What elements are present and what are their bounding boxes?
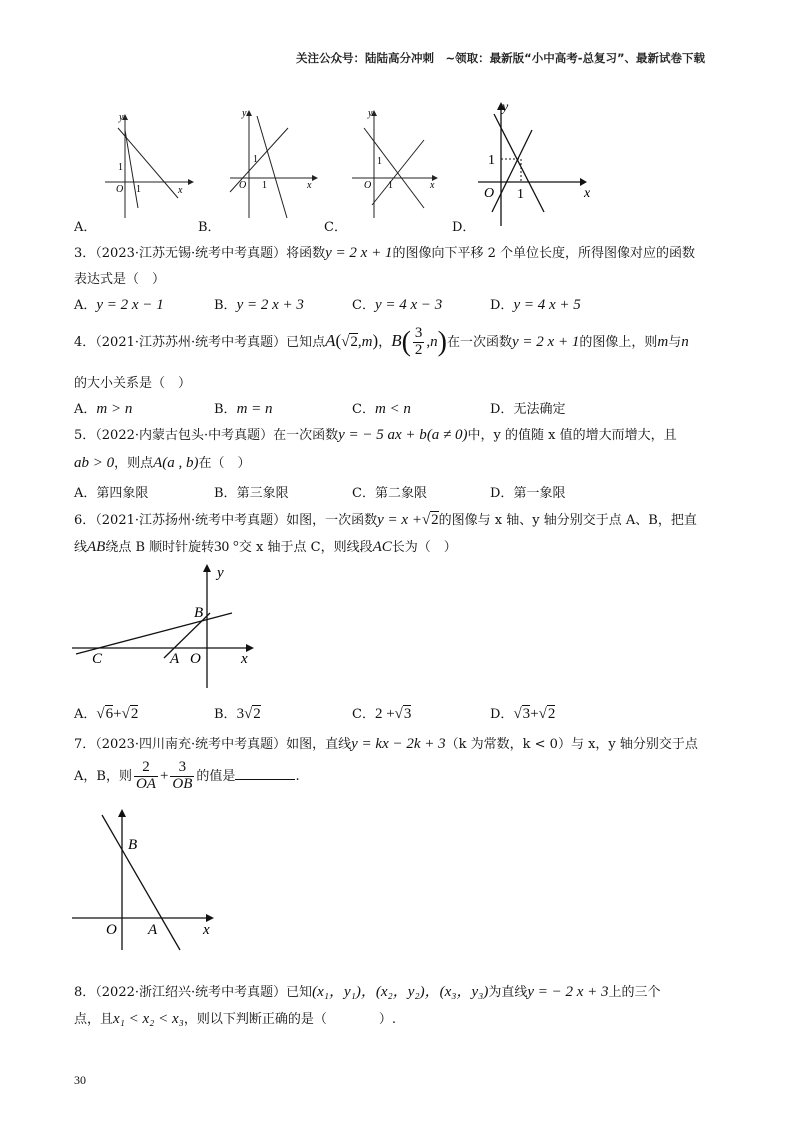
q4-stem: 4．（2021·江苏苏州·统考中考真题）已知点A(√2,m)，B( $\frac{3}{2}$ ,n)在一次函数y = 2 x + 1的图像上，则m与n: [74, 325, 689, 358]
graph-b-x-label: x: [307, 180, 312, 191]
q6-stem: 6．（2021·江苏扬州·统考中考真题）如图，一次函数y = x +√2的图像与 x 轴、y 轴分别交于点 A、B，把直: [74, 512, 697, 528]
q2-graphs: [70, 100, 750, 235]
q7-answer-blank[interactable]: [235, 767, 295, 780]
q7-graph-a-label: A: [148, 922, 158, 938]
q7-graph-x-label: x: [203, 922, 210, 938]
q3-stem: 3．（2023·江苏无锡·统考中考真题）将函数y = 2 x + 1的图像向下平移 2 个单位长度，所得图像对应的函数: [74, 245, 695, 261]
q7-graph-origin: O: [106, 922, 117, 938]
page-number: 30: [74, 1073, 86, 1087]
graph-d-one-x: 1: [517, 187, 524, 202]
graph-a-x-label: x: [178, 185, 183, 196]
q6-graph: [70, 560, 270, 695]
graph-b-one-y: 1: [253, 154, 258, 165]
q4-stem-line2: 的大小关系是（ ）: [74, 376, 192, 391]
q2-option-c[interactable]: C．: [324, 220, 347, 235]
q4-option-a[interactable]: A．m > n: [74, 401, 133, 417]
q5-stem-line2: ab > 0，则点A(a , b)在（ ）: [74, 455, 251, 471]
q7-graph: [70, 805, 230, 955]
q6-graph-c-label: C: [92, 651, 103, 667]
q4-option-d[interactable]: D．无法确定: [490, 402, 566, 417]
graph-c-one-x: 1: [388, 180, 393, 191]
q3-option-a[interactable]: A．y = 2 x − 1: [74, 297, 164, 313]
page-header: 关注公众号：陆陆高分冲刺 ~领取：最新版“小中高考-总复习”、最新试卷下载: [296, 51, 706, 65]
q6-graph-x-label: x: [241, 651, 248, 667]
graph-c: [352, 108, 438, 218]
q4-option-b[interactable]: B．m = n: [214, 401, 273, 417]
q8-stem-line2: 点，且x₁ < x₂ < x₃，则以下判断正确的是（ ）.: [74, 1011, 397, 1027]
q3-option-c[interactable]: C．y = 4 x − 3: [352, 297, 443, 313]
q2-option-b[interactable]: B．: [198, 220, 221, 235]
q6-stem-line2: 线AB绕点 B 顺时针旋转30 °交 x 轴于点 C，则线段AC长为（ ）: [74, 539, 457, 555]
q6-graph-a-label: A: [170, 651, 180, 667]
q5-stem: 5．（2022·内蒙古包头·中考真题）在一次函数y = − 5 ax + b(a ≠ 0)中，y 的值随 x 值的增大而增大，且: [74, 427, 677, 443]
graph-c-one-y: 1: [377, 156, 382, 167]
q6-option-a[interactable]: A．√6+√2: [74, 706, 139, 722]
q6-graph-origin: O: [190, 651, 201, 667]
graph-d-x-label: x: [584, 186, 591, 201]
graph-d-y-label: y: [502, 100, 509, 115]
q5-option-a[interactable]: A．第四象限: [74, 486, 149, 501]
graph-a-one-y: 1: [118, 162, 123, 173]
q4-option-c[interactable]: C．m < n: [352, 401, 411, 417]
graph-b-one-x: 1: [262, 180, 267, 191]
q6-graph-b-label: B: [194, 605, 204, 621]
q6-option-b[interactable]: B．3√2: [214, 706, 261, 722]
q6-option-c[interactable]: C．2 +√3: [352, 706, 412, 722]
q3-option-b[interactable]: B．y = 2 x + 3: [214, 297, 304, 313]
q6-option-d[interactable]: D．√3+√2: [490, 706, 556, 722]
q6-graph-y-label: y: [217, 565, 224, 581]
q2-option-d[interactable]: D．: [452, 220, 476, 235]
graph-a-origin: O: [116, 184, 124, 195]
graph-a-y-label: y: [119, 112, 124, 123]
graph-a: [105, 112, 194, 218]
graph-b-origin: O: [239, 180, 247, 191]
graph-c-origin: O: [364, 180, 372, 191]
q2-option-a[interactable]: A．: [74, 220, 97, 235]
graph-d-one-y: 1: [488, 153, 495, 168]
q5-option-c[interactable]: C．第二象限: [352, 486, 427, 501]
q3-stem-line2: 表达式是（ ）: [74, 272, 166, 287]
graph-b: [230, 108, 318, 218]
graph-c-x-label: x: [430, 180, 435, 191]
q7-graph-b-label: B: [128, 837, 138, 853]
q7-stem-line2: A，B，则 $\frac{2}{OA}$ + $\frac{3}{OB}$ 的值是 .: [74, 759, 300, 792]
graph-b-y-label: y: [242, 108, 247, 119]
q5-option-b[interactable]: B．第三象限: [214, 486, 289, 501]
graph-d-origin: O: [484, 186, 495, 201]
graph-d: [478, 100, 591, 226]
q5-option-d[interactable]: D．第一象限: [490, 486, 566, 501]
graph-c-y-label: y: [368, 108, 373, 119]
q7-stem: 7．（2023·四川南充·统考中考真题）如图，直线y = kx − 2k + 3（k 为常数，k < 0）与 x，y 轴分别交于点: [74, 736, 698, 752]
q3-option-d[interactable]: D．y = 4 x + 5: [490, 297, 581, 313]
q8-stem: 8．（2022·浙江绍兴·统考中考真题）已知(x₁，y₁)，(x₂，y₂)，(x₃，y₃)为直线y = − 2 x + 3上的三个: [74, 984, 661, 1000]
graph-a-one-x: 1: [136, 184, 141, 195]
